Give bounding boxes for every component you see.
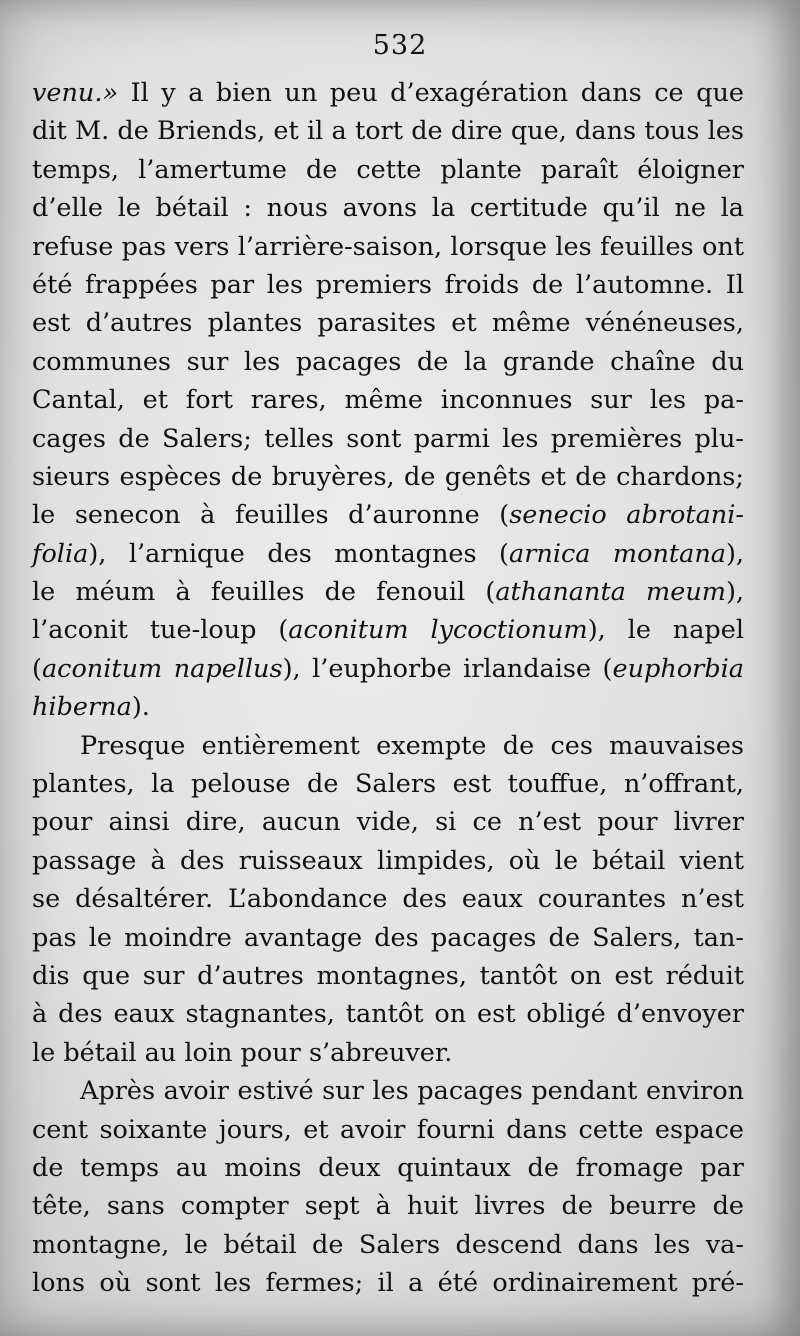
body-text [32, 74, 744, 1303]
text-run: cent soixante jours, et avoir fourni dans cette espace [32, 1114, 744, 1145]
text-line [32, 650, 744, 688]
text-line [32, 1111, 744, 1149]
text-line [32, 1226, 744, 1264]
text-run: ( [32, 653, 42, 684]
text-run: ). [131, 692, 150, 723]
text-line [32, 1034, 744, 1072]
italic-text: aconitum lycoctionum [288, 615, 588, 646]
text-line [32, 381, 744, 419]
text-line [32, 151, 744, 189]
text-run: été frappées par les premiers froids de l’automne. Il [32, 269, 744, 300]
text-run: d’elle le bétail : nous avons la certitude qu’il ne la [32, 193, 744, 224]
text-run: tête, sans compter sept à huit livres de beurre de [32, 1191, 744, 1222]
text-run: sieurs espèces de bruyères, de genêts et de chardons; [32, 461, 744, 492]
text-line [32, 919, 744, 957]
text-run: Après avoir estivé sur les pacages pendant environ [80, 1076, 744, 1107]
text-run: ), le napel [587, 615, 744, 646]
italic-text: euphorbia [612, 653, 744, 684]
text-line [32, 803, 744, 841]
italic-text: hiberna [32, 692, 132, 723]
text-run: le méum à feuilles de fenouil ( [32, 577, 496, 608]
text-line [32, 112, 744, 150]
text-line [32, 688, 744, 726]
text-run: pour ainsi dire, aucun vide, si ce n’est pour livrer [32, 807, 744, 838]
text-line [32, 266, 744, 304]
text-run: temps, l’amertume de cette plante paraît éloigner [32, 154, 744, 185]
page-number: 532 [372, 30, 428, 61]
text-run: Presque entièrement exempte de ces mauvaises [80, 730, 744, 761]
text-line [32, 496, 744, 534]
text-run: ), l’euphorbe irlandaise ( [282, 653, 613, 684]
italic-text: folia [32, 538, 89, 569]
text-run: pas le moindre avantage des pacages de Salers, tan- [32, 922, 744, 953]
text-line [32, 343, 744, 381]
text-line [32, 420, 744, 458]
text-line [32, 765, 744, 803]
text-run: le senecon à feuilles d’auronne ( [32, 500, 510, 531]
text-line [32, 535, 744, 573]
text-line [32, 957, 744, 995]
italic-text: aconitum napellus [41, 653, 283, 684]
text-line [32, 842, 744, 880]
text-run: dis que sur d’autres montagnes, tantôt on est réduit [32, 960, 744, 991]
text-run: est d’autres plantes parasites et même vénéneuses, [32, 308, 744, 339]
text-run: ), l’arnique des montagnes ( [88, 538, 510, 569]
text-line [32, 1187, 744, 1225]
text-run: l’aconit tue-loup ( [32, 615, 289, 646]
text-run: à des eaux stagnantes, tantôt on est obligé d’envoyer [32, 999, 744, 1030]
text-run: cages de Salers; telles sont parmi les premières plu- [32, 423, 744, 454]
text-run: de temps au moins deux quintaux de fromage par [32, 1152, 744, 1183]
text-run: ), [725, 538, 745, 569]
italic-text: venu.» [32, 78, 119, 108]
italic-text: senecio abrotani- [509, 500, 744, 531]
text-line [32, 995, 744, 1033]
text-run: Cantal, et fort rares, même inconnues sur les pa- [32, 385, 744, 416]
text-run: Il y a bien un peu d’exagération dans ce que [118, 78, 744, 108]
text-line [32, 611, 744, 649]
italic-text: athananta meum [495, 577, 726, 608]
text-line [32, 573, 744, 611]
text-line [32, 228, 744, 266]
text-line [32, 458, 744, 496]
text-line [32, 304, 744, 342]
text-run: se désaltérer. L’abondance des eaux courantes n’est [32, 884, 744, 915]
text-line [32, 1264, 744, 1302]
text-line [32, 1072, 744, 1110]
text-run: passage à des ruisseaux limpides, où le bétail vient [32, 845, 744, 876]
text-run: montagne, le bétail de Salers descend dans les va- [32, 1229, 744, 1260]
text-run: plantes, la pelouse de Salers est touffue, n’offrant, [32, 769, 744, 800]
italic-text: arnica montana [509, 538, 726, 569]
text-line [32, 727, 744, 765]
text-run: lons où sont les fermes; il a été ordinairement pré- [32, 1268, 744, 1299]
text-run: refuse pas vers l’arrière-saison, lorsque les feuilles ont [32, 231, 744, 262]
text-line [32, 189, 744, 227]
text-line [32, 1149, 744, 1187]
text-run: communes sur les pacages de la grande chaîne du [32, 346, 744, 377]
text-run: ), [725, 577, 744, 608]
text-line [32, 880, 744, 918]
text-run: le bétail au loin pour s’abreuver. [32, 1037, 453, 1068]
text-line [32, 74, 744, 112]
text-run: dit M. de Briends, et il a tort de dire que, dans tous les [32, 116, 744, 147]
